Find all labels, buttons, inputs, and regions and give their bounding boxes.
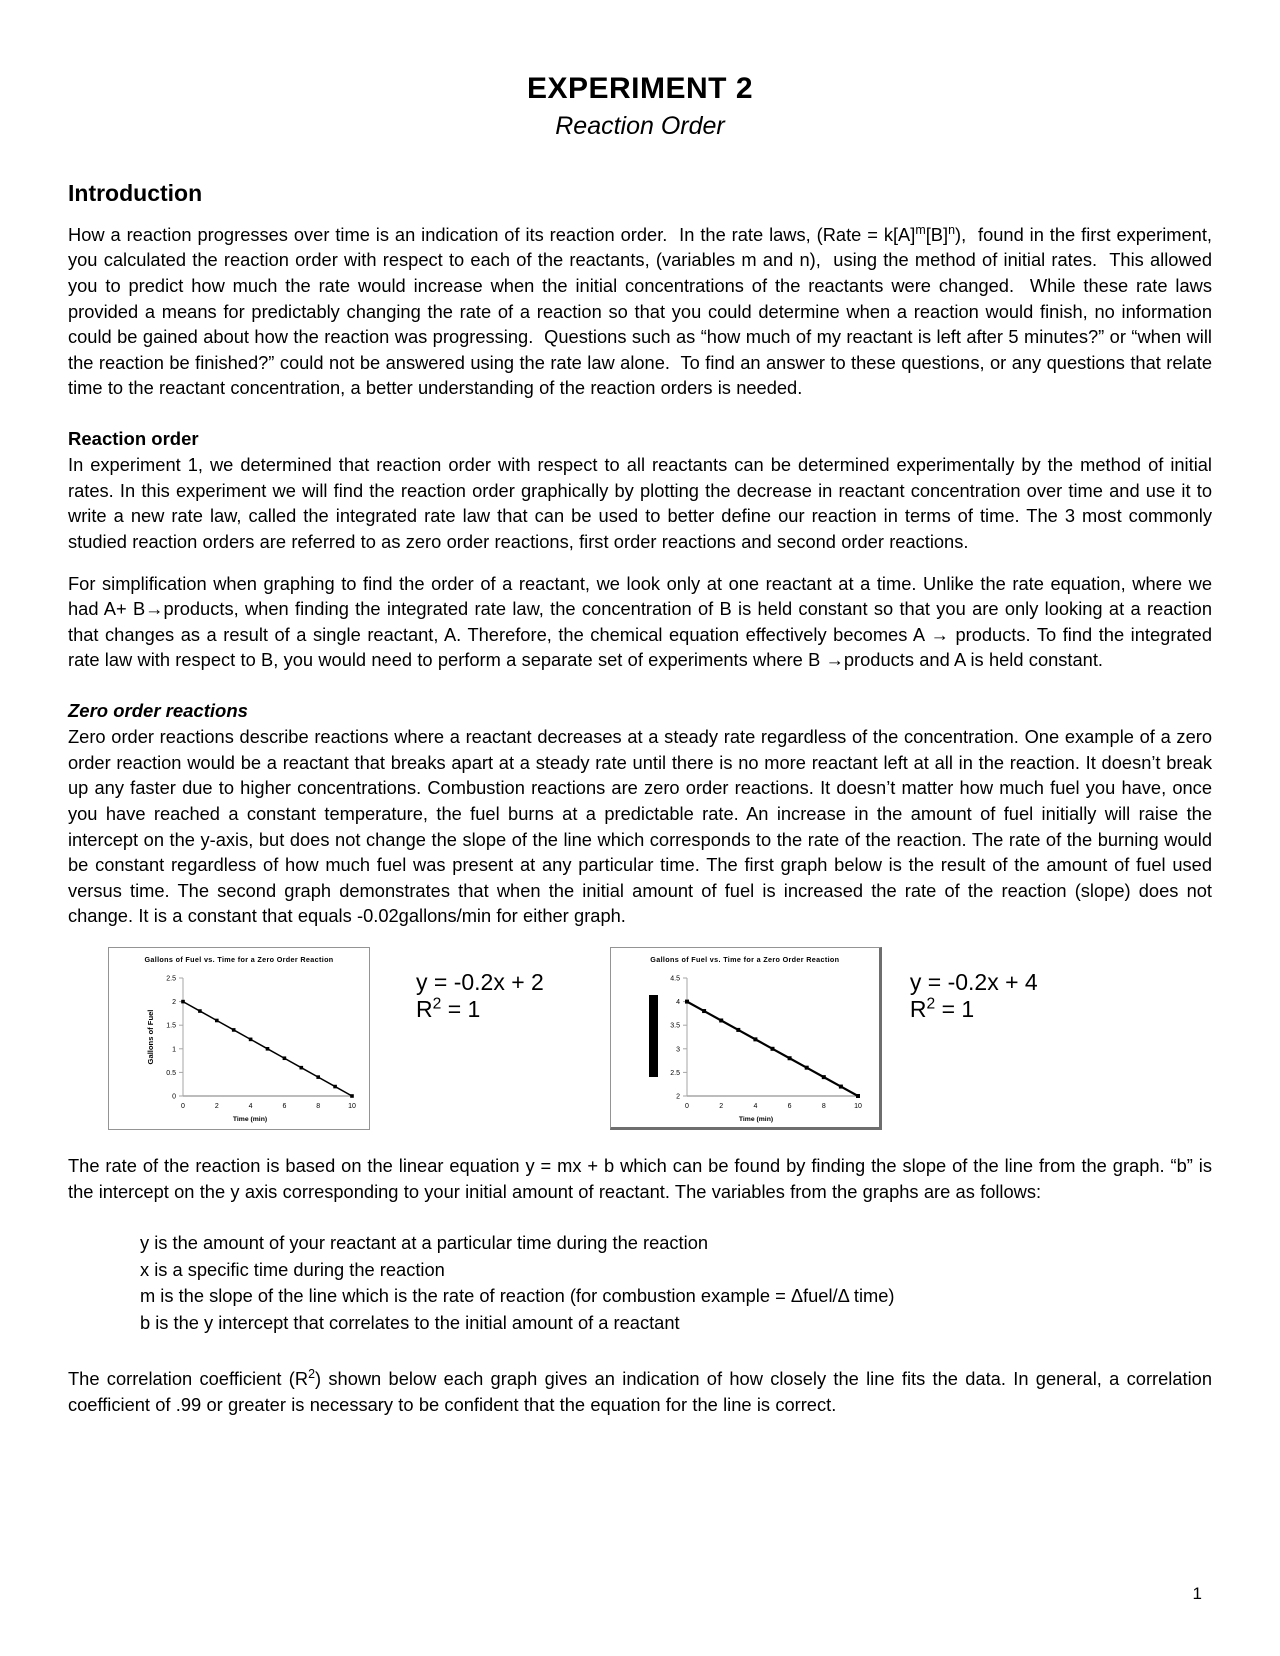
svg-text:8: 8 [821, 1103, 826, 1111]
document-content [68, 60, 1212, 1418]
svg-text:2: 2 [719, 1103, 724, 1111]
svg-text:4: 4 [248, 1103, 253, 1111]
r-symbol: R [416, 996, 433, 1023]
chart-2-title: Gallons of Fuel vs. Time for a Zero Order Reaction [650, 955, 840, 965]
svg-text:Time (min): Time (min) [738, 1116, 773, 1124]
variable-definition-m: m is the slope of the line which is the rate of reaction (for combustion example = Δfuel/Δ time) [140, 1285, 895, 1307]
chart-2-plot [611, 948, 881, 1129]
paragraph-zero-order: Zero order reactions describe reactions where a reactant decreases at a steady rate regardless of the concentration. One example of a zero order reaction would be a reactant that breaks apart at a steady rate until there is no more reactant left at all in the reaction. It doesn’t break up any faster due to higher concentrations. Combustion reactions are zero order reactions. It doesn’t matter how much fuel you have, once you have reached a constant temperature, the fuel burns at a predictable rate. An increase in the amount of fuel initially will raise the intercept on the y-axis, but does not change the slope of the line which corresponds to the rate of the reaction. The rate of the burning would be constant regardless of how much fuel was present at any particular time. The first graph below is the result of the amount of fuel used versus time. The second graph demonstrates that when the initial amount of fuel is increased the rate of the reaction (slope) does not change. It is a constant that equals -0.02gallons/min for either graph. [68, 726, 1212, 927]
svg-text:0: 0 [172, 1093, 176, 1101]
svg-text:1: 1 [172, 1046, 176, 1054]
svg-text:8: 8 [316, 1103, 321, 1111]
page-subtitle: Reaction Order [555, 112, 725, 140]
svg-text:0.5: 0.5 [166, 1069, 176, 1077]
figures-row [68, 947, 1212, 1137]
svg-text:4: 4 [675, 999, 680, 1007]
closing-superscript: 2 [308, 1367, 315, 1382]
chart-1-plot [109, 948, 369, 1129]
superscript-n: n [948, 222, 955, 237]
svg-text:2.5: 2.5 [166, 975, 176, 983]
svg-text:Gallons of Fuel: Gallons of Fuel [146, 1009, 155, 1065]
svg-text:2: 2 [675, 1093, 680, 1101]
svg-text:6: 6 [282, 1103, 287, 1111]
heading-reaction-order: Reaction order [68, 428, 199, 450]
chart-zero-order-initial-4-gallons [610, 947, 882, 1130]
paragraph-after-figures: The rate of the reaction is based on the linear equation y = mx + b which can be found by finding the slope of the line from the graph. “b” is the intercept on the y axis corresponding to your initial amount of reactant. The variables from the graphs are as follows: [68, 1155, 1212, 1202]
equation-figure-2 [910, 969, 1038, 1023]
heading-introduction: Introduction [68, 179, 203, 206]
svg-text:2: 2 [214, 1103, 219, 1111]
page-number: 1 [1192, 1584, 1202, 1603]
svg-text:0: 0 [684, 1103, 689, 1111]
svg-text:3.5: 3.5 [670, 1022, 680, 1030]
svg-text:10: 10 [853, 1103, 862, 1111]
r-squared-value-2: = 1 [935, 996, 975, 1023]
r-symbol-2: R [909, 996, 927, 1023]
svg-text:10: 10 [348, 1103, 356, 1111]
r-squared-superscript-2: 2 [926, 995, 936, 1013]
chart-zero-order-initial-2-gallons [108, 947, 370, 1130]
paragraph-introduction: How a reaction progresses over time is an indication of its reaction order. In the rate laws, (Rate = $k[A]^m[B]^n$), found in the first experiment, you calculated the reaction order with respect to each of the reactants, (variables m and n), using the method of initial rates. This allowed you to predict how much the rate would increase when the initial concentrations of the reactants were changed. While these rate laws provided a means for predictably changing the rate of a reaction so that you could determine when a reaction would finish, no information could be gained about how the reaction was progressing. Questions such as “how much of my reactant is left after 5 minutes?” or “when will the reaction be finished?” could not be answered using the rate law alone. To find an answer to these questions, or any questions that relate time to the reactant concentration, a better understanding of the reaction orders is needed. [68, 222, 1212, 399]
equation-figure-1-line1: y = -0.2x + 2 [416, 969, 544, 996]
closing-prefix: The correlation coefficient (R [68, 1368, 309, 1390]
variable-definition-x: x is a specific time during the reaction [140, 1258, 445, 1280]
svg-text:0: 0 [181, 1103, 185, 1111]
svg-text:2.5: 2.5 [670, 1069, 680, 1077]
paragraph-reaction-order-2: For simplification when graphing to find the order of a reactant, we look only at one reactant at a time. Unlike the rate equation, where we had A+ B→products, when finding the integrated rate law, the concentration of B is held constant so that you are only looking at a reaction that changes as a result of a single reactant, A. Therefore, the chemical equation effectively becomes A → products. To find the integrated rate law with respect to B, you would need to perform a separate set of experiments where B →products and A is held constant. [68, 572, 1212, 671]
r-squared-superscript: 2 [432, 995, 442, 1013]
equation-figure-1-line2 [416, 996, 544, 1023]
equation-figure-1 [416, 969, 544, 1023]
svg-text:Time (min): Time (min) [232, 1116, 268, 1124]
variable-definition-y: y is the amount of your reactant at a particular time during the reaction [140, 1232, 709, 1254]
svg-text:4: 4 [753, 1103, 758, 1111]
svg-text:2: 2 [172, 999, 176, 1007]
page-title: EXPERIMENT 2 [526, 72, 754, 105]
chart-1-title: Gallons of Fuel vs. Time for a Zero Order Reaction [144, 955, 334, 965]
equation-figure-2-line1: y = -0.2x + 4 [909, 969, 1038, 996]
svg-text:3: 3 [675, 1046, 680, 1054]
paragraph-correlation-coefficient [68, 1366, 1212, 1417]
svg-text:6: 6 [787, 1103, 792, 1111]
closing-rest: ) shown below each graph gives an indication of how closely the line fits the data. In general, a correlation coefficient of .99 or greater is necessary to be confident that the equation for the line is correct. [68, 1368, 1212, 1415]
svg-text:4.5: 4.5 [670, 975, 680, 983]
r-squared-value: = 1 [441, 996, 481, 1023]
superscript-m: m [915, 222, 926, 237]
heading-zero-order-reactions: Zero order reactions [68, 700, 248, 722]
black-bar-annotation [649, 995, 658, 1077]
paragraph-reaction-order-1: In experiment 1, we determined that reaction order with respect to all reactants can be determined experimentally by the method of initial rates. In this experiment we will find the reaction order graphically by plotting the decrease in reactant concentration over time and use it to write a new rate law, called the integrated rate law that can be used to better define our reaction in terms of time. The 3 most commonly studied reaction orders are referred to as zero order reactions, first order reactions and second order reactions. [68, 454, 1212, 553]
variable-definitions-list [140, 1230, 1212, 1336]
variable-definition-b: b is the y intercept that correlates to the initial amount of a reactant [140, 1311, 680, 1333]
svg-text:1.5: 1.5 [166, 1022, 176, 1030]
equation-figure-2-line2 [910, 996, 1038, 1023]
